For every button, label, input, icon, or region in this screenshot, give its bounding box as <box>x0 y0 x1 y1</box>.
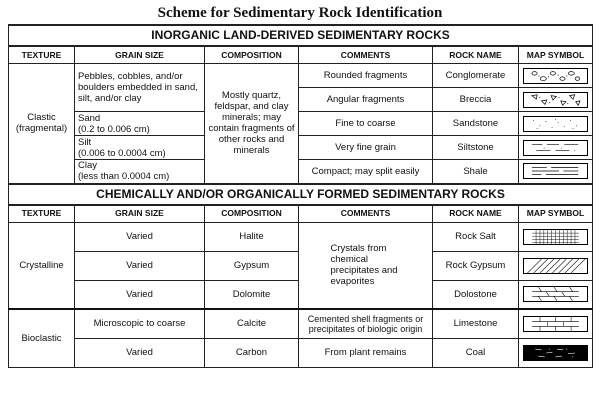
symbol-limestone <box>519 309 593 338</box>
composition-carbon: Carbon <box>205 338 299 367</box>
conglomerate-icon <box>523 68 588 84</box>
header-map-symbol-2: MAP SYMBOL <box>519 205 593 223</box>
rock-dolostone: Dolostone <box>433 280 519 309</box>
symbol-rock-salt <box>519 222 593 251</box>
texture-clastic: Clastic (fragmental) <box>9 64 75 184</box>
grain-varied-halite: Varied <box>75 222 205 251</box>
grain-varied-dolomite: Varied <box>75 280 205 309</box>
siltstone-icon <box>523 140 588 156</box>
comment-rounded: Rounded fragments <box>299 64 433 88</box>
breccia-icon <box>523 92 588 108</box>
shale-icon <box>523 163 588 179</box>
comment-angular: Angular fragments <box>299 88 433 112</box>
rock-conglomerate: Conglomerate <box>433 64 519 88</box>
grain-clay: Clay (less than 0.0004 cm) <box>75 160 205 184</box>
rock-limestone: Limestone <box>433 309 519 338</box>
header-texture-2: TEXTURE <box>9 205 75 223</box>
header-composition-2: COMPOSITION <box>205 205 299 223</box>
rock-salt-icon <box>523 229 588 245</box>
texture-bioclastic: Bioclastic <box>9 309 75 367</box>
rock-shale: Shale <box>433 160 519 184</box>
grain-microscopic: Microscopic to coarse <box>75 309 205 338</box>
header-map-symbol: MAP SYMBOL <box>519 46 593 64</box>
composition-halite: Halite <box>205 222 299 251</box>
rock-identification-table <box>8 24 593 368</box>
grain-varied-gypsum: Varied <box>75 251 205 280</box>
dolostone-icon <box>523 286 588 302</box>
limestone-icon <box>523 316 588 332</box>
rock-breccia: Breccia <box>433 88 519 112</box>
rock-coal: Coal <box>433 338 519 367</box>
symbol-breccia <box>519 88 593 112</box>
header-texture: TEXTURE <box>9 46 75 64</box>
comment-cemented-shell: Cemented shell fragments or precipitates of biologic origin <box>299 309 433 338</box>
header-rock-name: ROCK NAME <box>433 46 519 64</box>
comment-plant-remains: From plant remains <box>299 338 433 367</box>
composition-gypsum: Gypsum <box>205 251 299 280</box>
symbol-dolostone <box>519 280 593 309</box>
comment-fine-coarse: Fine to coarse <box>299 112 433 136</box>
rock-sandstone: Sandstone <box>433 112 519 136</box>
rock-rock-salt: Rock Salt <box>433 222 519 251</box>
page-title: Scheme for Sedimentary Rock Identification <box>157 5 443 21</box>
comment-crystals: Crystals from chemical precipitates and evaporites <box>299 222 433 309</box>
header-comments-2: COMMENTS <box>299 205 433 223</box>
symbol-conglomerate <box>519 64 593 88</box>
symbol-gypsum <box>519 251 593 280</box>
sandstone-icon <box>523 116 588 132</box>
grain-sand: Sand (0.2 to 0.006 cm) <box>75 112 205 136</box>
header-grain-size: GRAIN SIZE <box>75 46 205 64</box>
gypsum-icon <box>523 258 588 274</box>
composition-dolomite: Dolomite <box>205 280 299 309</box>
comment-very-fine: Very fine grain <box>299 136 433 160</box>
composition-clastic: Mostly quartz, feldspar, and clay minerals; may contain fragments of other rocks and minerals <box>205 64 299 184</box>
coal-icon <box>523 345 588 361</box>
rock-rock-gypsum: Rock Gypsum <box>433 251 519 280</box>
texture-crystalline: Crystalline <box>9 222 75 309</box>
composition-calcite: Calcite <box>205 309 299 338</box>
rock-siltstone: Siltstone <box>433 136 519 160</box>
symbol-sandstone <box>519 112 593 136</box>
comment-compact: Compact; may split easily <box>299 160 433 184</box>
header-rock-name-2: ROCK NAME <box>433 205 519 223</box>
header-composition: COMPOSITION <box>205 46 299 64</box>
header-comments: COMMENTS <box>299 46 433 64</box>
section-inorganic: INORGANIC LAND-DERIVED SEDIMENTARY ROCKS <box>9 25 593 46</box>
header-grain-size-2: GRAIN SIZE <box>75 205 205 223</box>
symbol-siltstone <box>519 136 593 160</box>
grain-varied-carbon: Varied <box>75 338 205 367</box>
grain-pebbles: Pebbles, cobbles, and/or boulders embedded in sand, silt, and/or clay <box>75 64 205 112</box>
symbol-coal <box>519 338 593 367</box>
grain-silt: Silt (0.006 to 0.0004 cm) <box>75 136 205 160</box>
symbol-shale <box>519 160 593 184</box>
section-chemical: CHEMICALLY AND/OR ORGANICALLY FORMED SEDIMENTARY ROCKS <box>9 184 593 205</box>
